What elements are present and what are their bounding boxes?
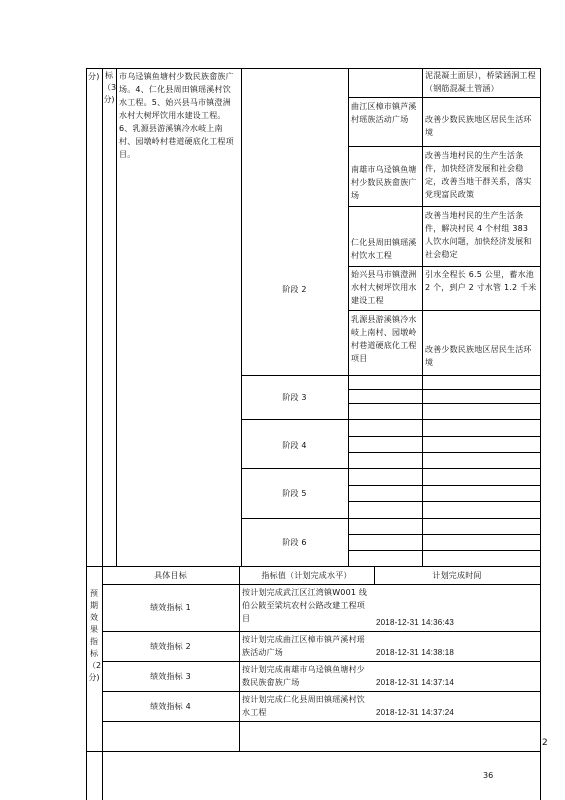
- perf-value-3: 按计划完成南雄市乌迳镇鱼塘村少数民族畲族广场: [242, 665, 365, 687]
- stage-4-label: 阶段 4: [282, 441, 307, 450]
- header-time: 计划完成时间: [432, 571, 482, 580]
- stage-2-label: 阶段 2: [282, 285, 307, 294]
- stage2-effect-3: 改善当地村民的生产生活条件，加快经济发展和社会稳定，改善当地干群关系，落实党现富民政策: [425, 151, 532, 199]
- header-value: 指标值（计划完成水平）: [261, 571, 352, 580]
- stage2-effect-2: 改善少数民族地区居民生活环境: [425, 115, 532, 137]
- stage2-project-5: 始兴县马市镇澄洲水村大树坪饮用水建设工程: [351, 270, 417, 305]
- project-description: 市乌迳镇鱼塘村少数民族畲族广场。4、仁化县周田镇瑶溪村饮水工程。5、始兴县马市镇澄洲水村大树坪饮用水建设工程。6、乳源县游溪镇冷水岐上南村、园墩岭村巷道硬底化工程项目。: [119, 72, 234, 159]
- stage-6-label: 阶段 6: [282, 538, 307, 547]
- indicator-label-vertical: 标 （3 分): [103, 71, 117, 104]
- stage2-project-3: 南雄市乌迳镇鱼塘村少数民族畲族广场: [351, 165, 417, 200]
- stage2-effect-6: 改善少数民族地区居民生活环境: [425, 345, 532, 367]
- perf-time-1: 2018-12-31 14:36:43: [376, 618, 455, 627]
- perf-name-4: 绩效指标 4: [150, 702, 191, 711]
- stage2-effect-5: 引水全程长 6.5 公里，蓄水池 2 个，到户 2 寸水管 1.2 千米: [425, 270, 537, 292]
- header-target: 具体目标: [154, 571, 187, 580]
- perf-name-3: 绩效指标 3: [150, 672, 191, 681]
- edge-mark: 2: [542, 738, 548, 748]
- score-fragment: 分): [88, 72, 100, 81]
- perf-time-4: 2018-12-31 14:37:24: [376, 708, 455, 717]
- stage2-project-4: 仁化县周田镇瑶溪村饮水工程: [351, 238, 417, 260]
- perf-value-2: 按计划完成曲江区樟市镇芦溪村瑶族活动广场: [242, 635, 365, 657]
- stage2-effect-4: 改善当地村民的生产生活条件，解决村民 4 个村组 383 人饮水问题，加快经济发展和社会稳定: [425, 211, 532, 259]
- perf-name-2: 绩效指标 2: [150, 642, 191, 651]
- stage2-project-2: 曲江区樟市镇芦溪村瑶族活动广场: [351, 102, 417, 124]
- perf-value-1: 按计划完成武江区江湾镇W001 线伯公陂至梁坑农村公路改建工程项目: [242, 588, 368, 623]
- expected-effect-indicator-vertical: 预 期 效 果 指 标 （2 分): [88, 589, 102, 682]
- perf-time-2: 2018-12-31 14:38:18: [376, 648, 455, 657]
- stage2-project-6: 乳源县游溪镇冷水岐上南村、园墩岭村巷道硬底化工程项目: [351, 315, 417, 363]
- stage-3-label: 阶段 3: [282, 393, 307, 402]
- perf-name-1: 绩效指标 1: [150, 603, 191, 612]
- perf-time-3: 2018-12-31 14:37:14: [376, 678, 455, 687]
- page-number: 36: [483, 771, 494, 780]
- stage-5-label: 阶段 5: [282, 489, 307, 498]
- perf-value-4: 按计划完成仁化县周田镇瑶溪村饮水工程: [242, 695, 365, 717]
- stage2-effect-1: 泥混凝土面层），桥梁涵洞工程（钢筋混凝土管涵）: [425, 71, 536, 93]
